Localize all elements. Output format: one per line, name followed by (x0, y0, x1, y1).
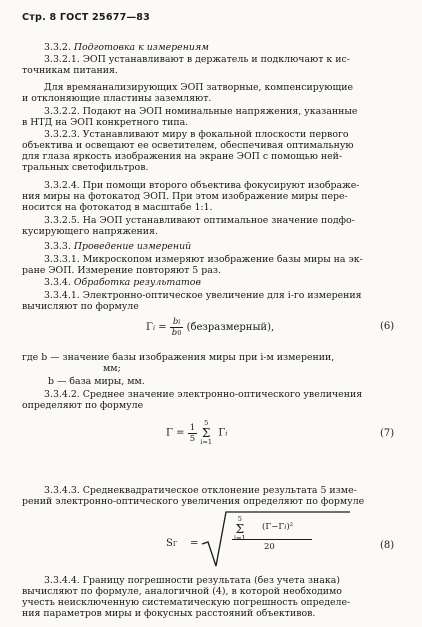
text-line: объектива и освещают ее осветителем, обеспечивая оптимальную (22, 140, 354, 151)
page-header: Стр. 8 ГОСТ 25677—83 (22, 12, 150, 23)
text-line: где b — значение базы изображения миры при i-м измерении, (22, 352, 335, 363)
text-line: ния миры на фотокатод ЭОП. При этом изображение миры пере- (22, 191, 348, 202)
formula-8-number: (8) (380, 540, 395, 551)
text-line: рений электронно-оптического увеличения определяют по формуле (22, 496, 365, 507)
text-line: 3.3.2.5. На ЭОП устанавливают оптимальное значение подфо- (44, 215, 355, 226)
text-line: в НТД на ЭОП конкретного типа. (22, 117, 189, 128)
text-line: 3.3.2.1. ЭОП устанавливают в держатель и подключают к ис- (44, 54, 350, 65)
text-line: 3.3.4.2. Среднее значение электронно-оптического увеличения (44, 389, 363, 400)
formula-6-number: (6) (380, 321, 395, 332)
text-line: 3.3.3. Проведение измерений (44, 241, 192, 252)
text-line: 3.3.2.3. Устанавливают миру в фокальной плоскости первого (44, 129, 349, 140)
sqrt-symbol (200, 508, 350, 568)
formula-7-number: (7) (380, 428, 395, 439)
text-line: 3.3.2.4. При помощи второго объектива фокусируют изображе- (44, 180, 360, 191)
text-line: тральных светофильтров. (22, 162, 149, 173)
text-line: 3.3.4.1. Электронно-оптическое увеличение для i-го измерения (44, 290, 362, 301)
text-line: мм; (103, 363, 121, 374)
text-line: и отклоняющие пластины заземляют. (22, 93, 212, 104)
text-line: 3.3.2.2. Подают на ЭОП номинальные напряжения, указанные (44, 106, 358, 117)
text-line: 3.3.3.1. Микроскопом измеряют изображение базы миры на эк- (44, 254, 363, 265)
text-line: b — база миры, мм. (48, 376, 145, 387)
text-line: кусирующего напряжения. (22, 226, 158, 237)
text-line: 3.3.4. Обработка результатов (44, 277, 201, 288)
text-line: ране ЭОП. Измерение повторяют 5 раз. (22, 265, 221, 276)
text-line: 3.3.4.3. Среднеквадратическое отклонение результата 5 изме- (44, 485, 357, 496)
text-line: вычисляют по формуле (22, 301, 139, 312)
text-line: 3.3.2. Подготовка к измерениям (44, 42, 209, 53)
text-line: точникам питания. (22, 65, 118, 76)
text-line: учесть неисключенную систематическую погрешность определе- (22, 597, 351, 608)
formula-7: Γ = $\frac{1}{5}$ 5 Σ i=1 Γi (166, 419, 228, 446)
text-line: 3.3.4.4. Границу погрешности результата (без учета знака) (44, 575, 340, 586)
formula-8: SΓ = 5 Σ i=1 (Γ−Γi)² 20 (166, 508, 366, 568)
text-line: ния параметров миры и фокусных расстояний объективов. (22, 608, 316, 619)
text-line: для глаза яркость изображения на экране ЭОП с помощью ней- (22, 151, 343, 162)
text-line: определяют по формуле (22, 400, 144, 411)
formula-6: Γi = $\frac{bi}{b0}$ (безразмерный), (146, 317, 275, 338)
text-line: носится на фотокатод в масштабе 1:1. (22, 202, 213, 213)
text-line: вычисляют по формуле, аналогичной (4), в которой необходимо (22, 586, 342, 597)
text-line: Для времяанализирующих ЭОП затворные, компенсирующие (44, 82, 353, 93)
